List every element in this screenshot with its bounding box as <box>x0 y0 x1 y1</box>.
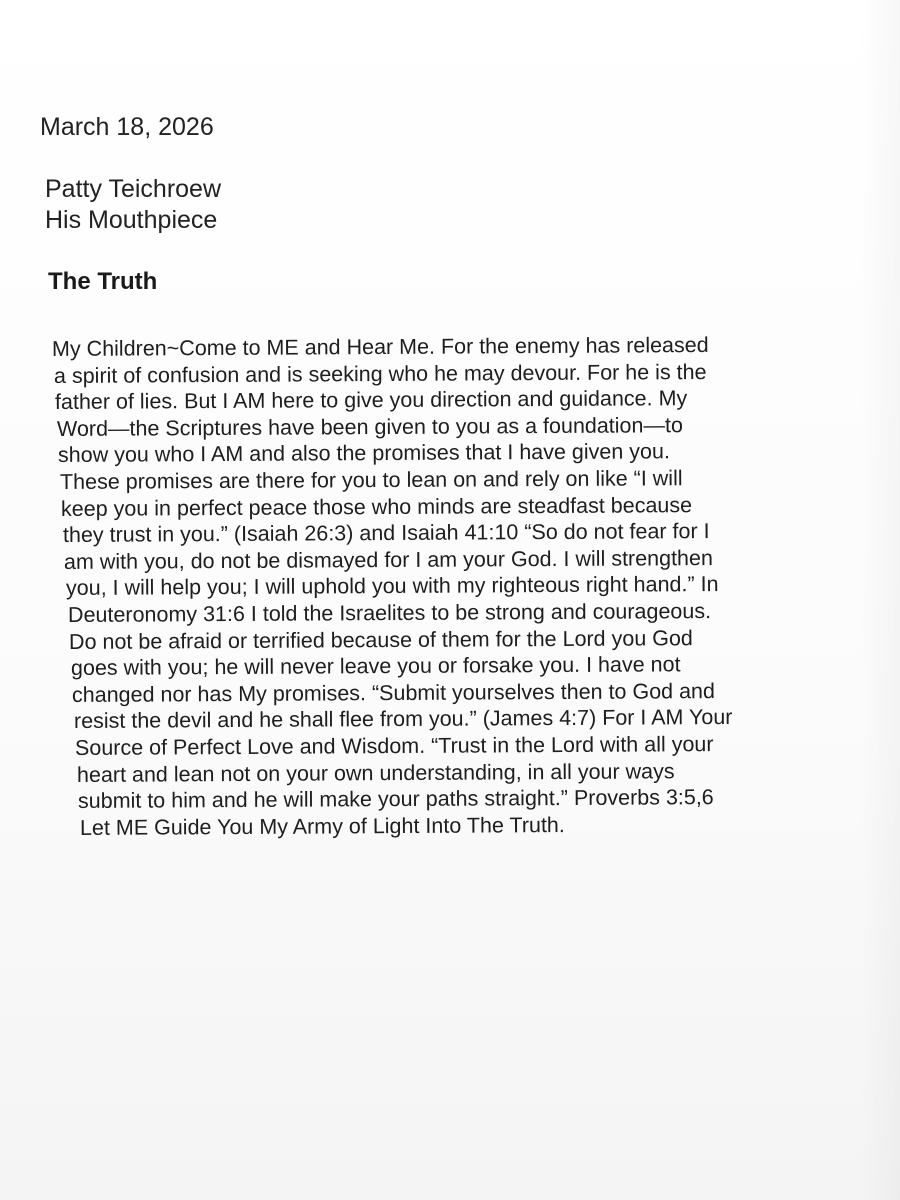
body-line: My Children~Come to ME and Hear Me. For the enemy has released <box>51 332 709 361</box>
body-line: submit to him and he will make your paths straight.” Proverbs 3:5,6 <box>78 785 715 814</box>
body-line: you, I will help you; I will uphold you with my righteous right hand.” In <box>65 572 719 601</box>
body-line: Do not be afraid or terrified because of them for the Lord you God <box>68 625 693 654</box>
body-line: goes with you; he will never leave you or forsake you. I have not <box>70 652 681 681</box>
body-line: they trust in you.” (Isaiah 26:3) and Isaiah 41:10 “So do not fear for I <box>62 519 710 548</box>
body-line: Deuteronomy 31:6 I told the Israelites to be strong and courageous. <box>67 599 711 627</box>
body-line: changed nor has My promises. “Submit yourselves then to God and <box>72 678 716 707</box>
body-line: keep you in perfect peace those who minds are steadfast because <box>61 492 693 521</box>
author-role: His Mouthpiece <box>45 206 218 234</box>
body-line: show you who I AM and also the promises that I have given you. <box>58 439 671 468</box>
body-line: Word—the Scriptures have been given to you as a foundation—to <box>56 412 683 441</box>
body-line: a spirit of confusion and is seeking who he may devour. For he is the <box>53 359 707 388</box>
body-line: resist the devil and he shall flee from you.” (James 4:7) For I AM Your <box>73 705 733 734</box>
body-line: Let ME Guide You My Army of Light Into The Truth. <box>79 812 565 840</box>
body-line: These promises are there for you to lean on and rely on like “I will <box>59 466 683 494</box>
body-line: father of lies. But I AM here to give you direction and guidance. My <box>55 386 688 415</box>
body-line: Source of Perfect Love and Wisdom. “Trust in the Lord with all your <box>75 732 714 760</box>
body-line: am with you, do not be dismayed for I am your God. I will strengthen <box>64 545 714 574</box>
body-line: heart and lean not on your own understanding, in all your ways <box>76 758 675 787</box>
letter-title: The Truth <box>48 268 158 295</box>
author-name: Patty Teichroew <box>45 175 222 203</box>
letter-date: March 18, 2026 <box>40 113 214 141</box>
